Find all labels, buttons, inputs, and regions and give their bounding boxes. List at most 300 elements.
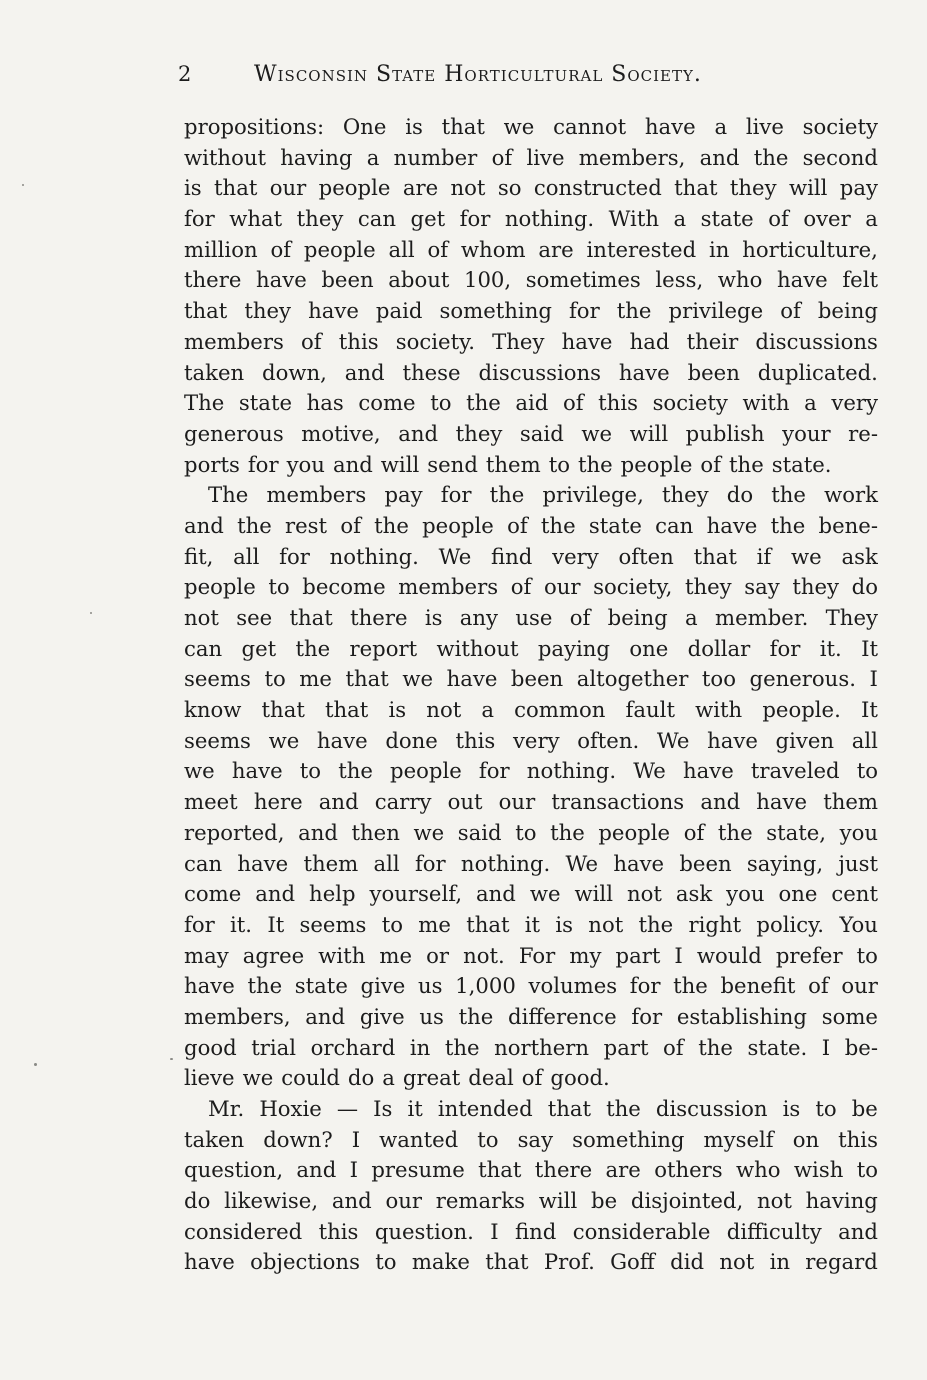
word: to [815, 1096, 837, 1121]
word: fault [625, 697, 675, 723]
word: we [184, 758, 215, 784]
word: the [638, 911, 674, 937]
word: great [402, 1065, 461, 1091]
word: and [255, 881, 296, 907]
word: been [510, 666, 564, 692]
word: members, [184, 1003, 291, 1029]
word: being [817, 298, 878, 324]
word: the [374, 512, 409, 538]
word: for [247, 451, 279, 477]
word: remarks [435, 1188, 525, 1214]
word: all [373, 850, 400, 876]
word: members [398, 574, 499, 600]
word: it [524, 911, 541, 937]
word: will [574, 881, 613, 907]
word: can [655, 512, 694, 538]
word: a [865, 206, 878, 232]
word: we [581, 420, 613, 446]
word: would [696, 942, 762, 968]
word: me [418, 911, 451, 937]
word: It [267, 911, 285, 937]
word: there [534, 1157, 593, 1183]
word: our [269, 175, 307, 201]
word: of [491, 144, 513, 170]
word: often [618, 543, 674, 569]
word: us [419, 1003, 444, 1029]
word: for [279, 543, 310, 569]
word: that [485, 1249, 529, 1275]
word: nothing. [504, 206, 595, 232]
word: interested [586, 236, 697, 262]
word: I [674, 942, 683, 968]
word: one [778, 881, 818, 907]
word: is [388, 697, 407, 723]
word: policy. [756, 911, 825, 937]
word: and [476, 881, 516, 907]
word: not. [463, 942, 505, 968]
word: question. [374, 1218, 474, 1244]
word: did [670, 1249, 705, 1275]
text-line [184, 358, 878, 389]
word: of [270, 236, 292, 262]
word: get [410, 206, 446, 232]
word: their [686, 328, 739, 354]
word: ask [675, 881, 713, 907]
word: people [422, 512, 494, 538]
word: who [736, 1157, 781, 1183]
word: considered [184, 1218, 303, 1244]
word: and [838, 1218, 878, 1244]
word: that [547, 1096, 592, 1121]
scan-speck [22, 184, 24, 186]
word: intended [437, 1096, 533, 1121]
word: It [861, 697, 878, 723]
word: privilege, [542, 482, 644, 508]
word: benefit [720, 973, 796, 999]
word: people [318, 175, 391, 201]
word: saying, [746, 850, 824, 876]
word: all [388, 236, 415, 262]
word: and [344, 359, 385, 385]
text-line [184, 235, 878, 266]
word: come [184, 881, 242, 907]
text-line [184, 1094, 878, 1125]
word: that [478, 1157, 522, 1183]
word: and [398, 420, 439, 446]
word: of [562, 390, 584, 416]
word: have [682, 758, 734, 784]
word: and [318, 789, 359, 815]
word: said [519, 420, 564, 446]
word: and [298, 819, 338, 845]
word: without [436, 635, 519, 661]
word: I [821, 1034, 831, 1060]
word: discussions [755, 328, 878, 354]
word: not [588, 911, 624, 937]
word: state [238, 390, 292, 416]
word: deal [468, 1065, 514, 1091]
text-line [184, 1125, 878, 1156]
word: good [184, 1034, 237, 1060]
word: yourself, [369, 881, 463, 907]
word: will [788, 175, 828, 201]
word: to [430, 390, 452, 416]
text-line [184, 971, 878, 1002]
word: there [184, 267, 242, 293]
word: of [521, 1065, 543, 1091]
word: a [804, 390, 817, 416]
word: get [241, 635, 277, 661]
word: the [606, 1096, 641, 1121]
word: so [497, 175, 522, 201]
word: state, [766, 819, 827, 845]
word: given [775, 727, 835, 753]
word: the [729, 451, 764, 477]
word: have [561, 328, 613, 354]
word: are [538, 236, 574, 262]
word: give [360, 973, 406, 999]
text-line [184, 296, 878, 327]
word: to [299, 758, 322, 784]
word: is [555, 911, 574, 937]
word: and [699, 144, 740, 170]
word: that [261, 697, 305, 723]
word: will [629, 420, 669, 446]
word: not [756, 1188, 792, 1214]
word: motive, [301, 420, 381, 446]
word: that [693, 543, 737, 569]
word: to [856, 1157, 878, 1183]
word: any [459, 605, 499, 630]
word: state [700, 206, 754, 232]
word: aid [515, 390, 549, 416]
word: of [683, 819, 705, 845]
word: this [838, 1126, 878, 1152]
word: seems [184, 666, 251, 692]
word: They [492, 328, 545, 354]
word: We [438, 543, 472, 569]
word: the [237, 512, 272, 538]
word: do [726, 482, 754, 508]
word: with [318, 942, 366, 968]
word: they [455, 420, 503, 446]
word: to [856, 758, 878, 784]
text-line [184, 1217, 878, 1248]
word: I [351, 1126, 361, 1152]
word: say [517, 1126, 554, 1152]
word: I [349, 1157, 358, 1183]
word: it. [230, 911, 253, 937]
word: nothing. [460, 850, 551, 876]
word: The [184, 390, 225, 416]
word: taken [184, 1126, 245, 1152]
word: publish [685, 420, 765, 446]
word: We [656, 727, 690, 753]
word: become [302, 574, 386, 600]
word: prefer [775, 942, 843, 968]
word: be [851, 1096, 878, 1121]
word: objections [250, 1249, 360, 1275]
word: they [729, 175, 777, 201]
word: said [457, 819, 502, 845]
word: and [184, 512, 224, 538]
word: of [569, 605, 591, 630]
word: ports [184, 451, 240, 477]
word: can [184, 850, 223, 876]
word: will [380, 451, 420, 477]
word: You [839, 911, 878, 937]
word: of [663, 1034, 684, 1060]
text-line [184, 787, 878, 818]
word: all [233, 543, 260, 569]
word: have [644, 114, 696, 139]
word: is [184, 175, 202, 201]
word: million [184, 236, 258, 262]
text-line [184, 879, 878, 910]
word: for [440, 482, 472, 508]
word: some [821, 1003, 878, 1029]
word: live [745, 114, 784, 139]
word: re- [848, 420, 878, 446]
word: whom [460, 236, 526, 262]
word: horticulture, [742, 236, 878, 262]
word: trial [251, 1034, 297, 1060]
word: One [342, 114, 387, 139]
body-text [184, 112, 878, 1278]
word: establishing [676, 1003, 807, 1029]
word: of [768, 206, 789, 232]
word: state [588, 512, 642, 538]
word: down? [263, 1126, 333, 1152]
word: know [184, 697, 242, 723]
word: of [510, 574, 532, 600]
word: We [633, 758, 666, 784]
word: northern [494, 1034, 590, 1060]
word: dollar [687, 635, 751, 661]
word: common [514, 697, 606, 723]
word: we [402, 666, 434, 692]
word: a [714, 114, 728, 139]
word: to [381, 911, 403, 937]
word: a [685, 605, 698, 630]
word: have [756, 789, 808, 815]
word: too [701, 666, 736, 692]
word: come [358, 390, 416, 416]
text-line [184, 1063, 878, 1094]
word: number [393, 144, 478, 170]
word: nothing. [526, 758, 617, 784]
word: our [543, 574, 581, 600]
word: I [869, 666, 878, 692]
word: we [413, 819, 445, 845]
text-line [184, 265, 878, 296]
word: felt [842, 267, 878, 293]
running-header [178, 62, 878, 87]
word: have [707, 727, 758, 753]
word: for [184, 206, 215, 232]
word: one [629, 635, 669, 661]
word: having [805, 1188, 878, 1214]
word: transactions [551, 789, 685, 815]
word: nothing. [329, 543, 419, 569]
word: often. [577, 727, 640, 753]
word: to [375, 1249, 397, 1275]
word: has [306, 390, 344, 416]
word: right [688, 911, 742, 937]
word: you [839, 819, 878, 845]
word: we [268, 727, 300, 753]
word: We [565, 850, 599, 876]
word: find [515, 1218, 557, 1244]
word: the [444, 1034, 480, 1060]
word: Hoxie [259, 1096, 322, 1121]
word: and [331, 1188, 372, 1214]
word: we [791, 543, 822, 569]
word: rest [285, 512, 328, 538]
word: that [184, 298, 228, 324]
word: fit, [184, 543, 214, 569]
word: cannot [553, 114, 627, 139]
text-line [184, 542, 878, 573]
word: could [281, 1065, 340, 1091]
word: member. [715, 605, 809, 630]
word: For [518, 942, 556, 968]
word: lieve [184, 1065, 235, 1091]
word: have [184, 1249, 235, 1275]
word: we [529, 881, 561, 907]
word: here [253, 789, 303, 815]
word: have [613, 850, 665, 876]
word: people [303, 236, 376, 262]
word: — [336, 1096, 359, 1121]
text-line [184, 603, 878, 634]
word: Mr. [208, 1096, 245, 1121]
word: the [489, 482, 525, 508]
word: pay [384, 482, 423, 508]
word: for [414, 850, 446, 876]
word: second [802, 144, 878, 170]
word: with [742, 390, 790, 416]
word: without [184, 144, 266, 170]
word: less, [655, 267, 704, 293]
word: the [770, 512, 806, 538]
word: a [366, 144, 380, 170]
word: me [379, 942, 413, 968]
word: can [184, 635, 223, 661]
word: for [568, 298, 600, 324]
word: orchard [310, 1034, 396, 1060]
word: seems [184, 727, 251, 753]
word: bene- [818, 512, 878, 538]
word: this [598, 390, 638, 416]
word: that [289, 605, 333, 630]
word: are [605, 1157, 641, 1183]
word: society, [593, 574, 673, 600]
word: likewise, [224, 1188, 319, 1214]
word: altogether [576, 666, 689, 692]
word: this [318, 1218, 359, 1244]
word: been [679, 850, 732, 876]
word: part [603, 1034, 649, 1060]
word: it. [819, 635, 842, 661]
word: not [626, 881, 662, 907]
word: the [295, 635, 331, 661]
word: the [698, 1034, 733, 1060]
word: people. [762, 697, 841, 723]
word: the [577, 451, 613, 477]
word: and [332, 451, 373, 477]
word: this [455, 727, 496, 753]
word: the [550, 819, 585, 845]
text-line [184, 1002, 878, 1033]
word: the [540, 512, 576, 538]
word: all [851, 727, 878, 753]
word: have [237, 850, 289, 876]
running-title: Wisconsin State Horticultural Society. [254, 62, 702, 87]
word: not [450, 175, 486, 201]
word: for [631, 1003, 663, 1029]
word: to [264, 666, 286, 692]
word: us [418, 973, 443, 999]
word: disjointed, [630, 1188, 744, 1214]
word: something [439, 298, 552, 324]
word: live [526, 144, 565, 170]
word: to [477, 1126, 499, 1152]
word: very [552, 543, 599, 569]
word: It [861, 635, 878, 661]
word: give [359, 1003, 405, 1029]
word: use [515, 605, 553, 630]
word: out [447, 789, 483, 815]
word: is [405, 114, 423, 139]
word: we [242, 1065, 274, 1091]
word: of [780, 298, 801, 324]
word: then [351, 819, 400, 845]
word: of [340, 512, 361, 538]
word: send [427, 451, 478, 477]
word: our [498, 789, 536, 815]
text-line [184, 941, 878, 972]
word: them [303, 850, 359, 876]
word: people [390, 758, 462, 784]
text-line [184, 511, 878, 542]
word: have [618, 359, 670, 385]
word: the [458, 1003, 494, 1029]
word: very [512, 727, 560, 753]
word: considerable [572, 1218, 711, 1244]
word: who [717, 267, 763, 293]
word: them [823, 789, 878, 815]
word: in [769, 1249, 790, 1275]
word: very [831, 390, 878, 416]
word: have [308, 298, 359, 324]
word: for [769, 635, 801, 661]
word: what [229, 206, 283, 232]
word: The [208, 482, 249, 508]
word: report [349, 635, 418, 661]
word: for [459, 206, 491, 232]
word: good. [550, 1065, 610, 1091]
word: that [674, 175, 718, 201]
word: being [607, 605, 668, 630]
text-line [184, 388, 878, 419]
word: that [466, 911, 510, 937]
word: wish [793, 1157, 844, 1183]
word: on [792, 1126, 820, 1152]
word: the [753, 144, 789, 170]
word: will [538, 1188, 578, 1214]
word: have [316, 727, 368, 753]
